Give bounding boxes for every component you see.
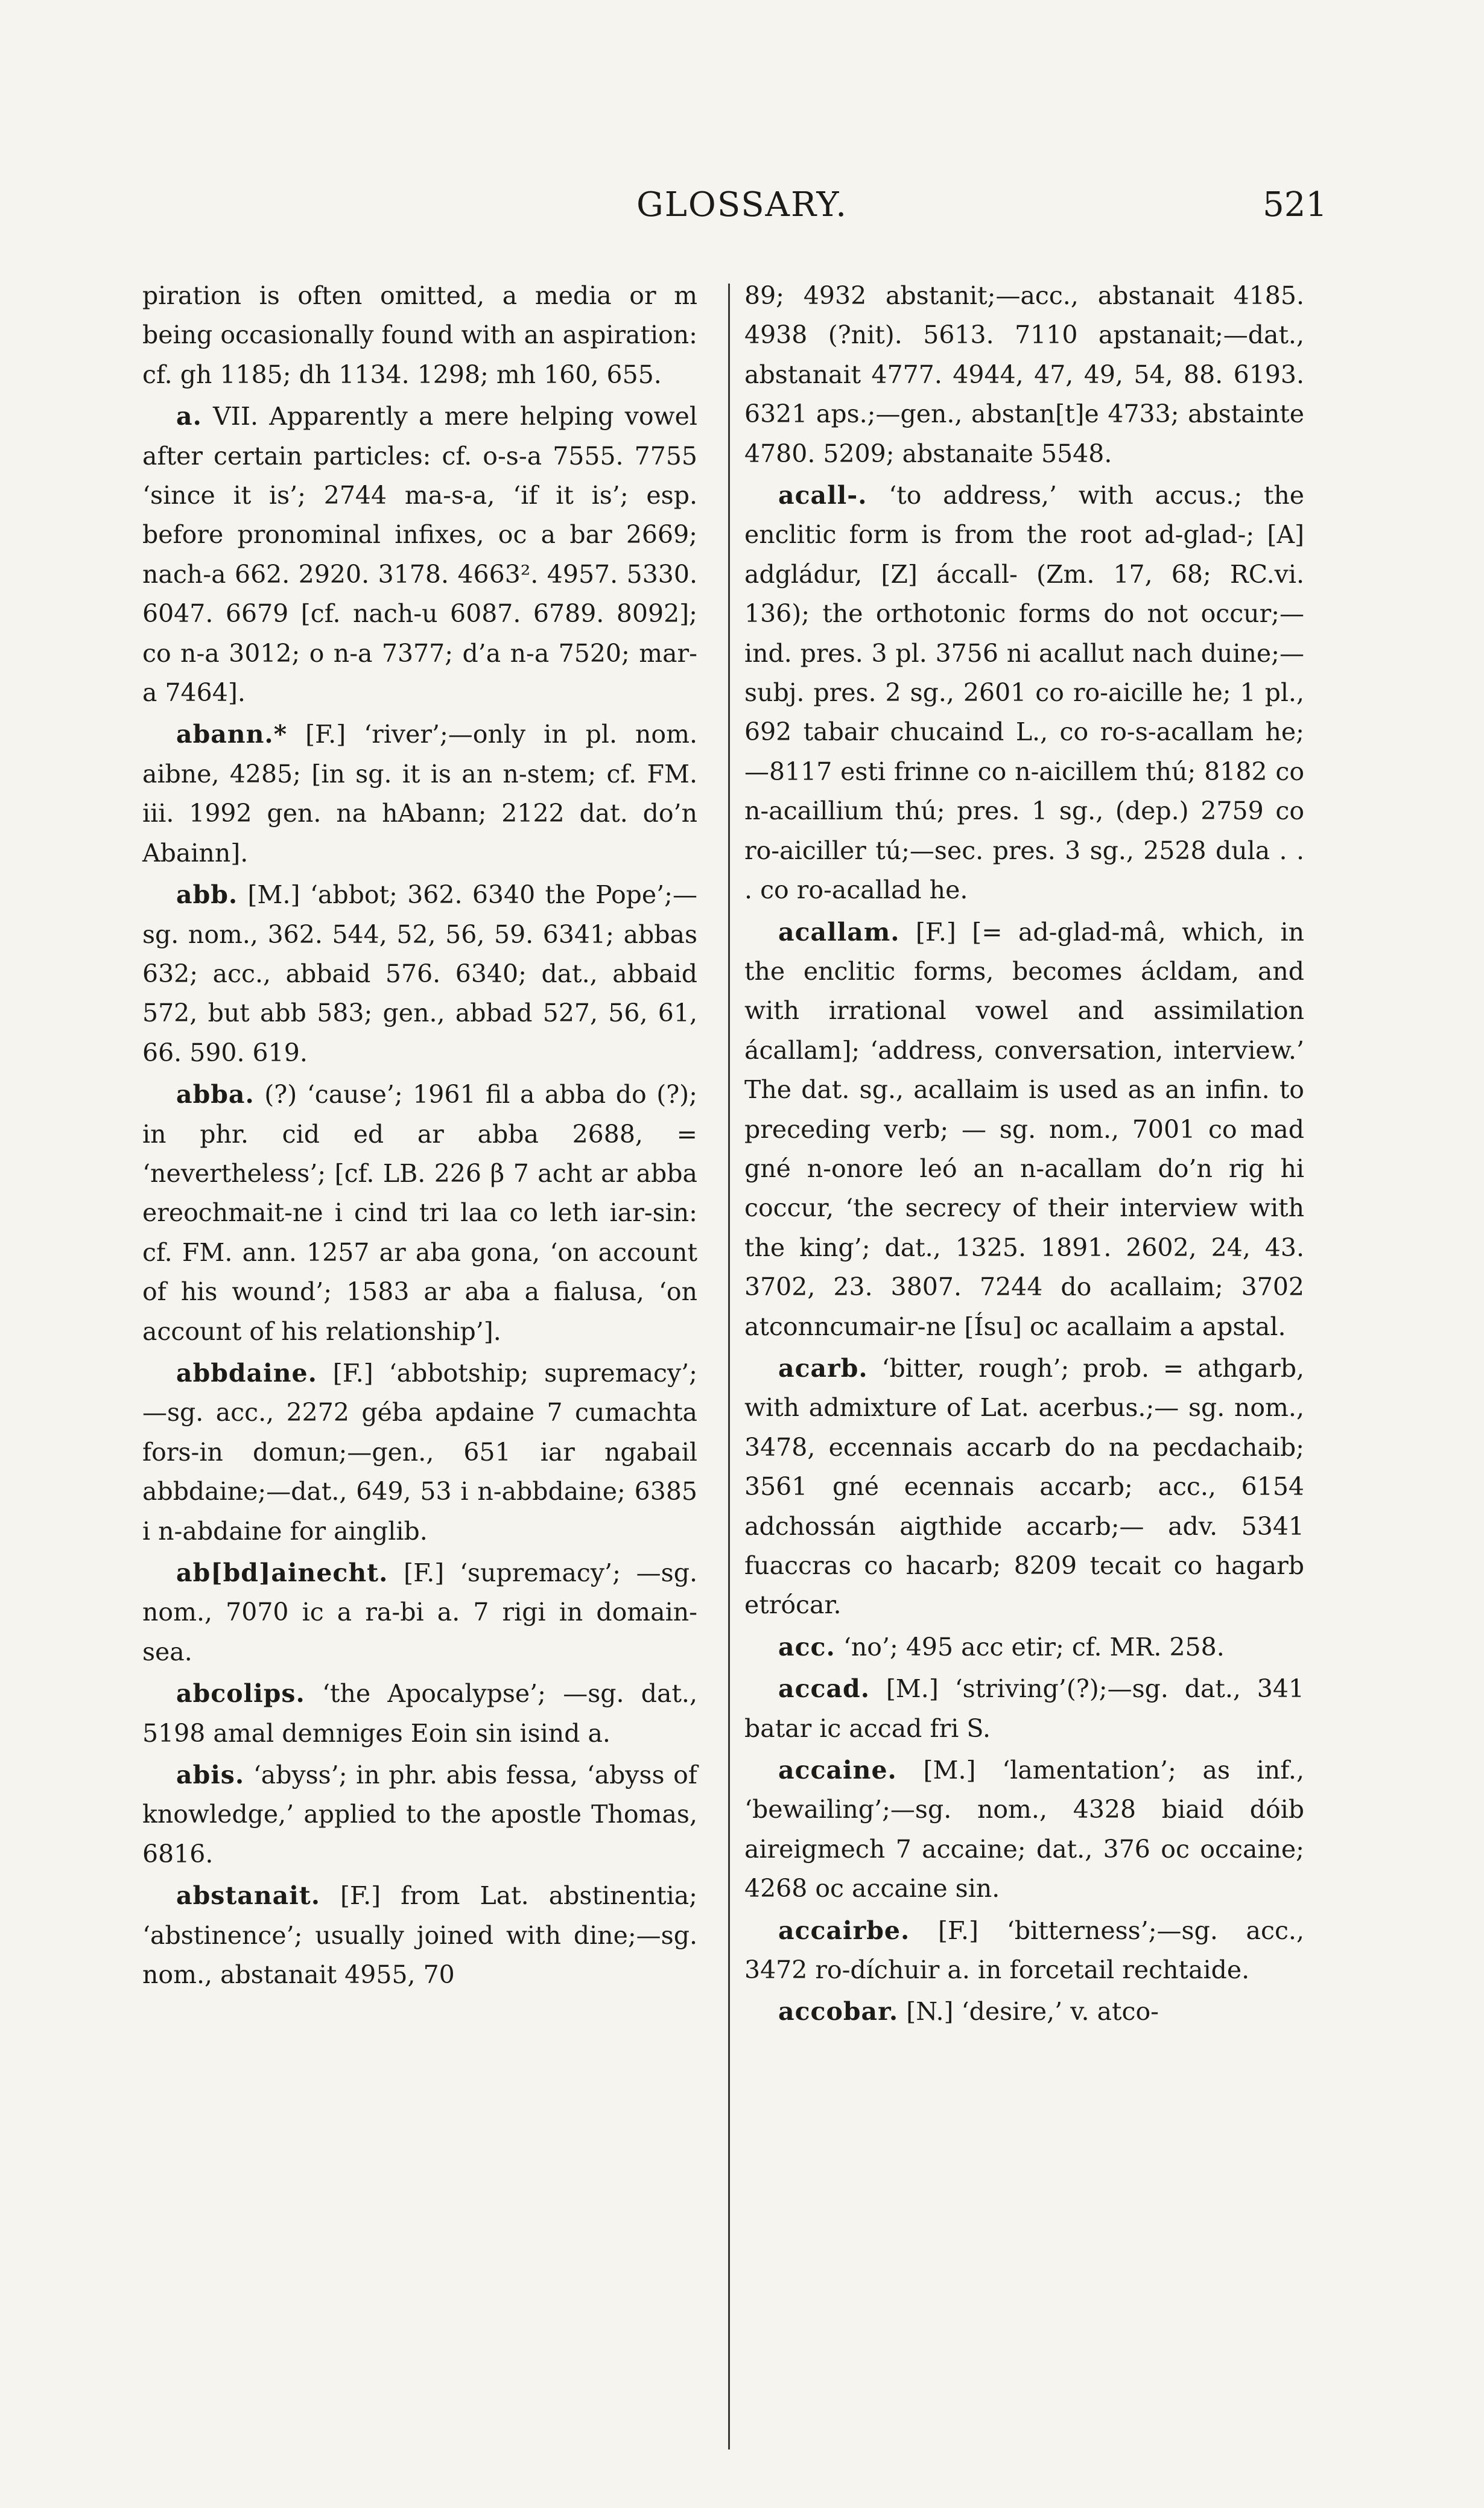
page-title: GLOSSARY. xyxy=(636,185,848,224)
glossary-entry xyxy=(142,1554,697,1672)
glossary-entry xyxy=(142,1075,697,1351)
entry-headword: acallam. xyxy=(778,917,900,947)
entry-text: 89; 4932 abstanit;—acc., abstanait 4185. 4938 (?nit). 5613. 7110 apstanait;—dat., abstanait 4777. 4944, 47, 49, 54, 88. 6193. 6321 aps.;—gen., abstan[t]e 4733; abstainte 4780. 5209; abstanaite 5548. xyxy=(744,281,1304,468)
right-column xyxy=(744,276,1304,2034)
entry-headword: abbdaine. xyxy=(176,1358,317,1388)
entry-text: piration is often omitted, a media or m being occasionally found with an aspiration: cf. gh 1185; dh 1134. 1298; mh 160, 655. xyxy=(142,281,697,389)
entry-headword: acall-. xyxy=(778,481,867,510)
entry-text: ‘abyss’; in phr. abis fessa, ‘abyss of knowledge,’ applied to the apostle Thomas, 6816. xyxy=(142,1760,697,1868)
entry-text: [F.] [= ad-glad-mâ, which, in the enclitic forms, becomes ácldam, and with irrational vowel and assimilation ácallam]; ‘address, conversation, interview.’ The dat. sg., acallaim is used as an infin. to preceding verb; — sg. nom., 7001 co mad gné n-onore leó an n-acallam do’n rig hi coccur, ‘the secrecy of their interview with the king’; dat., 1325. 1891. 2602, 24, 43. 3702, 23. 3807. 7244 do acallaim; 3702 atconncumair-ne [Ísu] oc acallaim a apstal. xyxy=(744,917,1304,1341)
glossary-entry xyxy=(142,1876,697,1995)
entry-text: ‘no’; 495 acc etir; cf. MR. 258. xyxy=(843,1632,1225,1662)
entry-headword: abstanait. xyxy=(176,1881,320,1911)
entry-text: [M.] ‘lamentation’; as inf., ‘bewailing’;—sg. nom., 4328 biaid dóib aireigmech 7 accaine; dat., 376 oc occaine; 4268 oc accaine sin. xyxy=(744,1756,1304,1903)
glossary-entry xyxy=(142,875,697,1073)
glossary-entry xyxy=(744,1669,1304,1748)
entry-text: [F.] ‘bitterness’;—sg. acc., 3472 ro-díchuir a. in forcetail rechtaide. xyxy=(744,1916,1304,1985)
entry-text: ‘the Apocalypse’; —sg. dat., 5198 amal demniges Eoin sin isind a. xyxy=(142,1679,697,1748)
glossary-entry xyxy=(744,1992,1304,2031)
entry-headword: accobar. xyxy=(778,1997,899,2027)
entry-headword: ab[bd]ainecht. xyxy=(176,1558,388,1587)
entry-text: [F.] ‘supremacy’; —sg. nom., 7070 ic a ra-bi a. 7 rigi in domain-sea. xyxy=(142,1558,697,1666)
entry-text: (?) ‘cause’; 1961 fil a abba do (?); in phr. cid ed ar abba 2688, = ‘nevertheless’; [cf. LB. 226 β 7 acht ar abba ereochmait-ne i cind tri laa co leth iar-sin: cf. FM. ann. 1257 ar aba gona, ‘on account of his wound’; 1583 ar aba a fialusa, ‘on account of his relationship’]. xyxy=(142,1080,697,1346)
glossary-entry xyxy=(744,913,1304,1347)
entry-headword: abba. xyxy=(176,1080,255,1110)
glossary-entry xyxy=(744,1751,1304,1909)
entry-text: [M.] ‘striving’(?);—sg. dat., 341 batar ic accad fri S. xyxy=(744,1674,1304,1743)
entry-text: VII. Apparently a mere helping vowel after certain particles: cf. o-s-a 7555. 7755 ‘since it is’; 2744 ma-s-a, ‘if it is’; esp. before pronominal infixes, oc a bar 2669; nach-a 662. 2920. 3178. 4663². 4957. 5330. 6047. 6679 [cf. nach-u 6087. 6789. 8092]; co n-a 3012; o n-a 7377; d’a n-a 7520; mar-a 7464]. xyxy=(142,402,697,708)
entry-headword: abis. xyxy=(176,1760,245,1790)
entry-headword: accaine. xyxy=(778,1756,897,1785)
glossary-entry xyxy=(142,276,697,395)
glossary-entry xyxy=(744,1349,1304,1625)
entry-text: [N.] ‘desire,’ v. atco- xyxy=(906,1997,1159,2027)
entry-headword: acc. xyxy=(778,1632,836,1662)
glossary-entry xyxy=(744,476,1304,910)
entry-text: ‘bitter, rough’; prob. = athgarb, with admixture of Lat. acerbus.;— sg. nom., 3478, eccennais accarb do na pecdachaib; 3561 gné ecennais accarb; acc., 6154 adchossán aigthide accarb;— adv. 5341 fuaccras co hacarb; 8209 tecait co hagarb etrócar. xyxy=(744,1353,1304,1620)
glossary-entry xyxy=(744,1911,1304,1990)
page-number: 521 xyxy=(1263,185,1327,224)
glossary-entry xyxy=(142,397,697,713)
entry-headword: abb. xyxy=(176,880,238,910)
entry-text: [F.] ‘river’;—only in pl. nom. aibne, 4285; [in sg. it is an n-stem; cf. FM. iii. 1992 gen. na hAbann; 2122 dat. do’n Abainn]. xyxy=(142,720,697,868)
glossary-entry xyxy=(142,715,697,873)
entry-headword: acarb. xyxy=(778,1353,868,1383)
column-divider xyxy=(728,284,730,2449)
entry-headword: accad. xyxy=(778,1674,870,1704)
glossary-entry xyxy=(142,1756,697,1874)
entry-text: [M.] ‘abbot; 362. 6340 the Pope’;—sg. nom., 362. 544, 52, 56, 59. 6341; abbas 632; acc., abbaid 576. 6340; dat., abbaid 572, but abb 583; gen., abbad 527, 56, 61, 66. 590. 619. xyxy=(142,880,697,1067)
glossary-entry xyxy=(744,276,1304,474)
entry-headword: a. xyxy=(176,402,202,431)
running-head xyxy=(0,181,1484,229)
entry-text: ‘to address,’ with accus.; the enclitic form is from the root ad-glad-; [A] adgládur, [Z] áccall- (Zm. 17, 68; RC.vi. 136); the orthotonic forms do not occur;—ind. pres. 3 pl. 3756 ni acallut nach duine;—subj. pres. 2 sg., 2601 co ro-aicille he; 1 pl., 692 tabair chucaind L., co ro-s-acallam he;—8117 esti frinne co n-aicillem thú; 8182 co n-acaillium thú; pres. 1 sg., (dep.) 2759 co ro-aiciller tú;—sec. pres. 3 sg., 2528 dula . . . co ro-acallad he. xyxy=(744,481,1304,905)
entry-text: [F.] from Lat. abstinentia; ‘abstinence’; usually joined with dine;—sg. nom., abstanait 4955, 70 xyxy=(142,1881,697,1990)
glossary-entry xyxy=(142,1354,697,1551)
entry-headword: abcolips. xyxy=(176,1679,305,1709)
entry-text: [F.] ‘abbotship; supremacy’;—sg. acc., 2272 géba apdaine 7 cumachta fors-in domun;—gen., 651 iar ngabail abbdaine;—dat., 649, 53 i n-abbdaine; 6385 i n-abdaine for ainglib. xyxy=(142,1358,697,1546)
entry-headword: accairbe. xyxy=(778,1916,910,1945)
left-column xyxy=(142,276,697,1997)
glossary-entry xyxy=(744,1628,1304,1667)
glossary-entry xyxy=(142,1674,697,1753)
entry-headword: abann.* xyxy=(176,720,288,749)
